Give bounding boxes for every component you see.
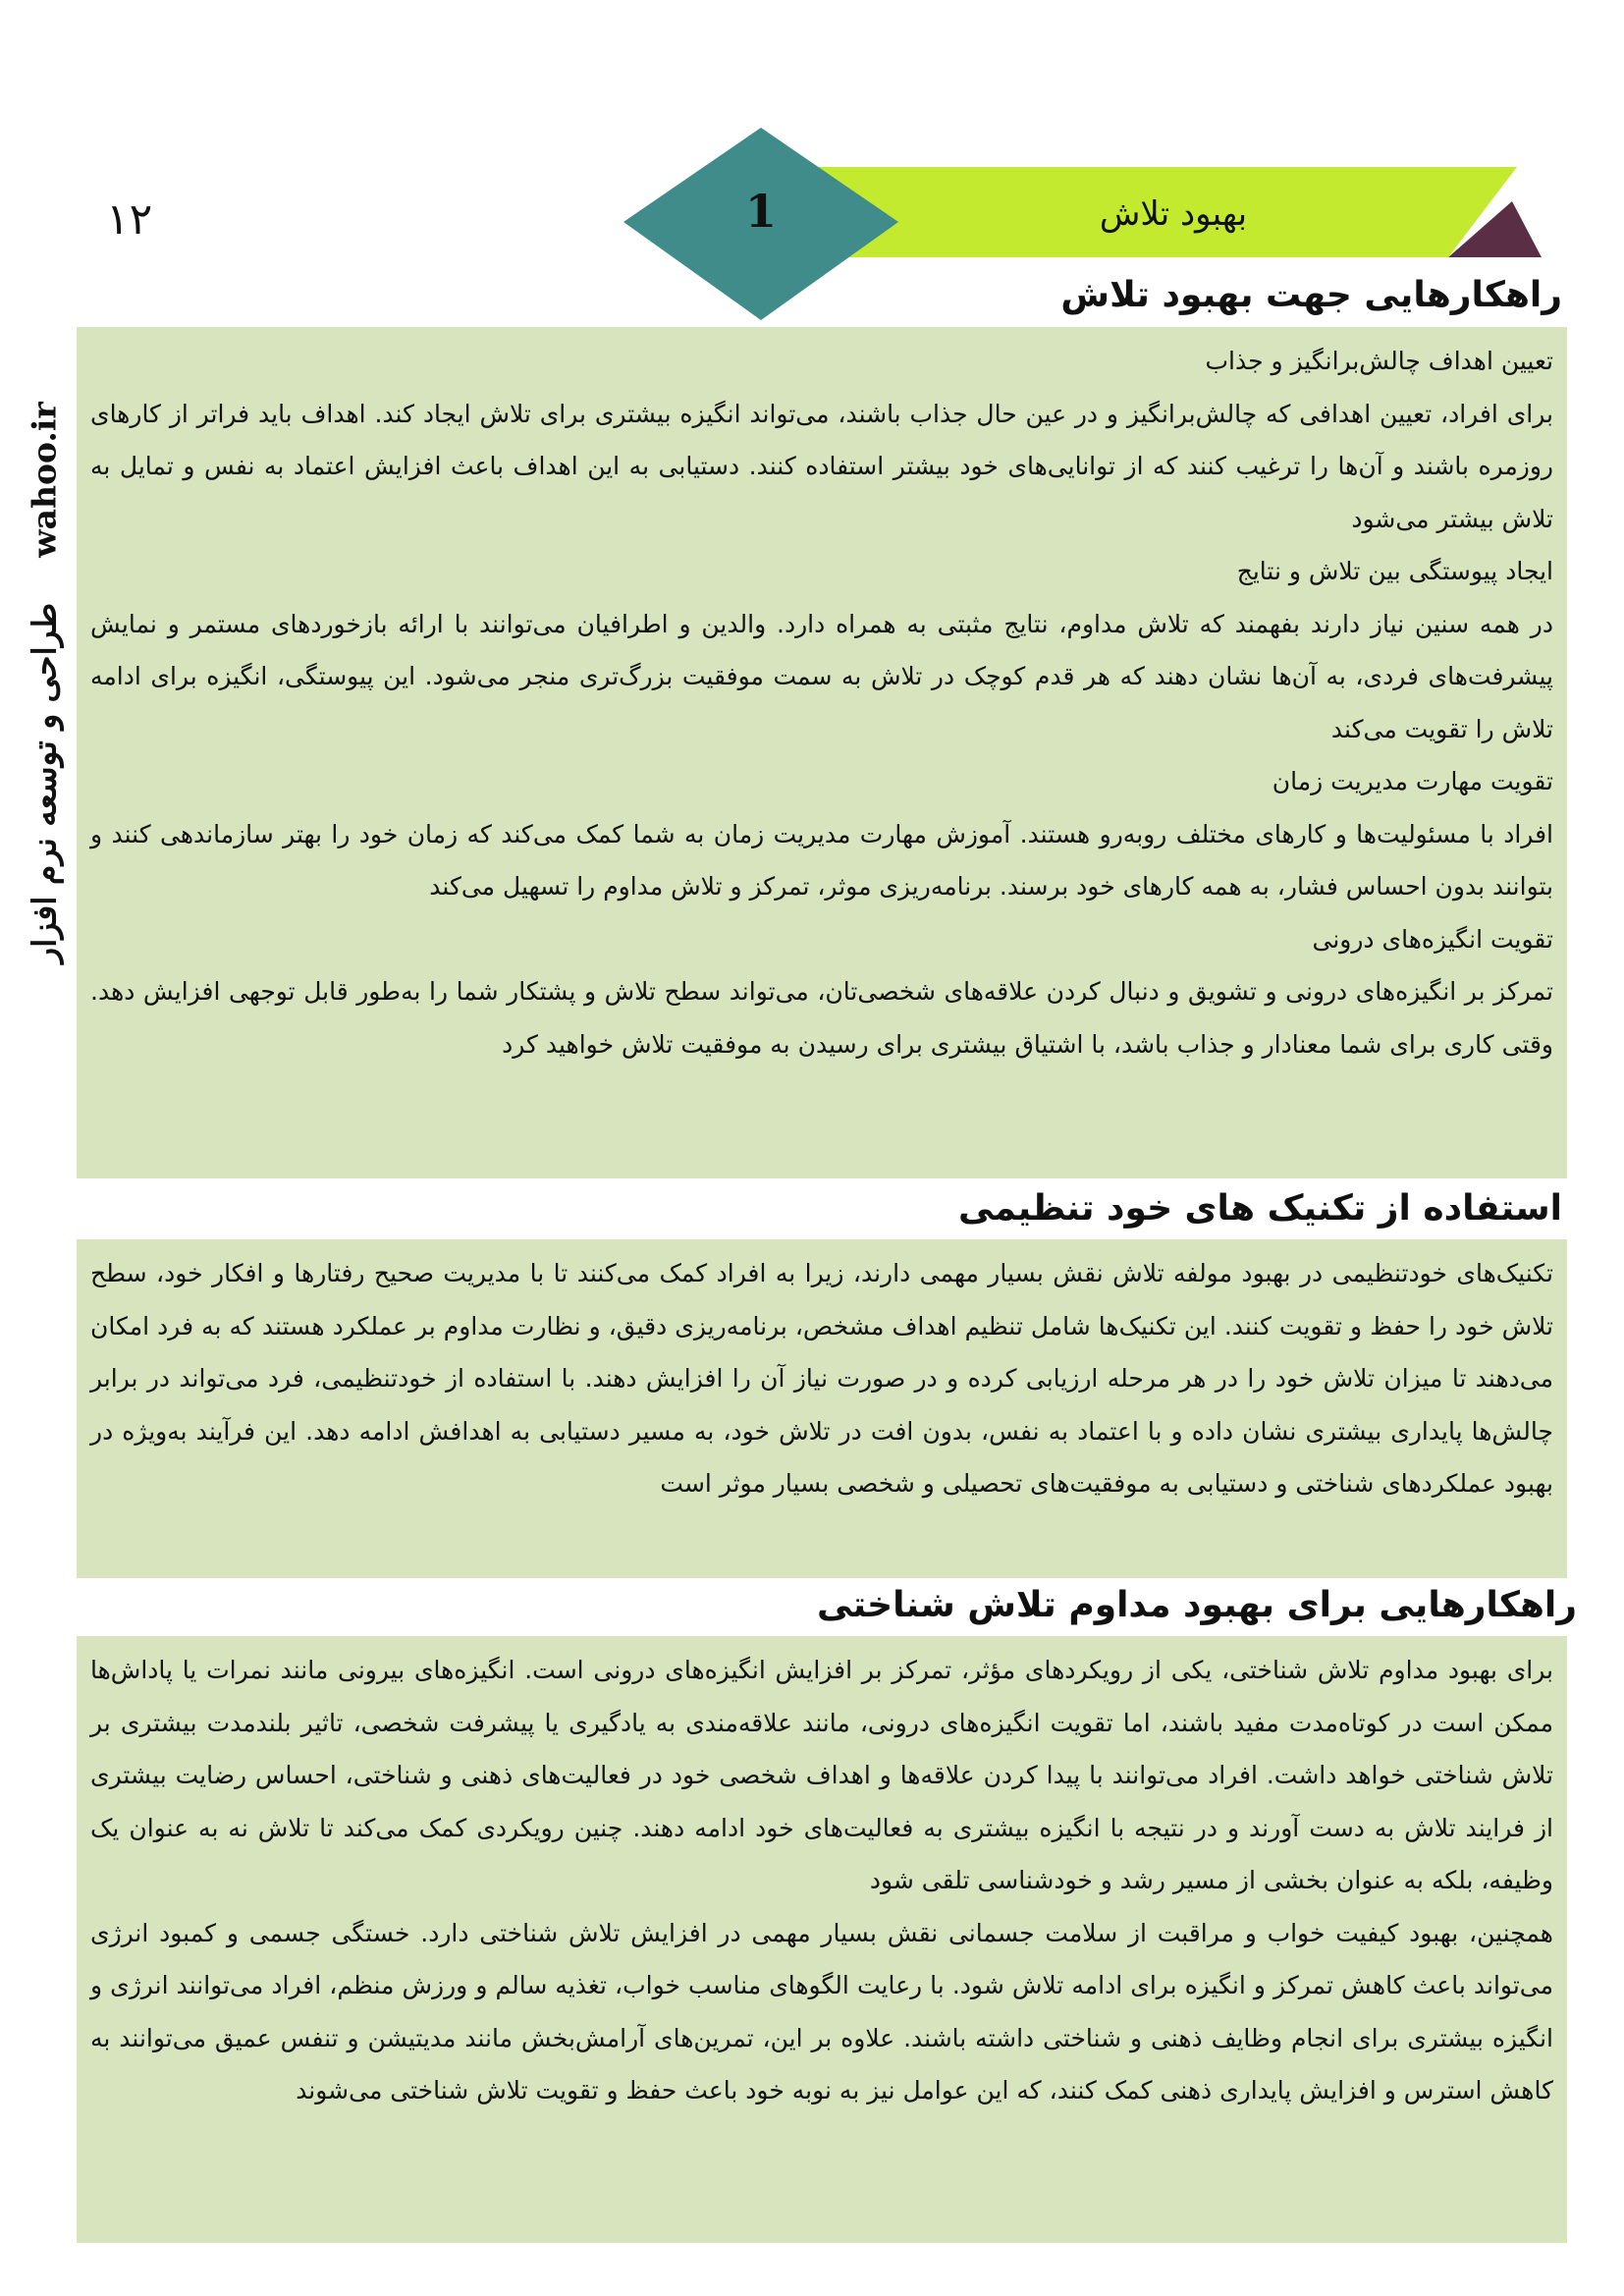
section-1-heading: راهکارهایی جهت بهبود تلاش [1060,275,1562,315]
section-1-subhead: ایجاد پیوستگی بین تلاش و نتایج [1236,557,1553,585]
section-2-heading: استفاده از تکنیک های خود تنظیمی [957,1188,1562,1229]
section-1-subhead: تقویت انگیزه‌های درونی [1312,924,1553,954]
section-2-paragraph: تکنیک‌های خودتنظیمی در بهبود مولفه تلاش نقش بسیار مهمی دارند، زیرا به افراد کمک می‌کنند تا با مدیریت صحیح رفتارها و افکار خود، سطح تلاش خود را حفظ و تقویت کنند. این تکنیک‌ها شامل تنظیم اهداف مشخص، برنامه‌ریزی دقیق، و نظارت مداوم بر عملکرد هستند که به فرد امکان می‌دهند تا میزان تلاش خود را در هر مرحله ارزیابی کرده و در صورت نیاز آن را افزایش دهند. با استفاده از خودتنظیمی، فرد می‌تواند در برابر چالش‌ها پایداری بیشتری نشان داده و با اعتماد به نفس، بدون افت در تلاش خود، به مسیر دستیابی به اهدافش ادامه دهد. این فرآیند به‌ویژه در بهبود عملکردهای شناختی و دستیابی به موفقیت‌های تحصیلی و شخصی بسیار موثر است [90,1259,1553,1498]
side-brand [10,402,79,963]
section-1-paragraph: در همه سنین نیاز دارند بفهمند که تلاش مداوم، نتایج مثبتی به همراه دارد. والدین و اطرافیان می‌توانند با ارائه بازخوردهای مستمر و نمایش پیشرفت‌های فردی، به آن‌ها نشان دهند که هر قدم کوچک در تلاش به سمت موفقیت بزرگ‌تری منجر می‌شود. این پیوستگی، انگیزه برای ادامه تلاش را تقویت می‌کند [90,609,1553,743]
page-number: ۱۲ [106,194,153,245]
section-1-paragraph: افراد با مسئولیت‌ها و کارهای مختلف روبه‌رو هستند. آموزش مهارت مدیریت زمان به شما کمک می‌کند که زمان خود را بهتر سازماندهی کنند و بتوانند بدون احساس فشار، به همه کارهای خود برسند. برنامه‌ریزی موثر، تمرکز و تلاش مداوم را تسهیل می‌کند [90,819,1553,901]
side-brand-site: wahoo.ir [25,402,64,558]
section-1-subhead: تقویت مهارت مدیریت زمان [1272,767,1553,795]
section-1-panel [77,327,1567,1178]
section-3-paragraph: همچنین، بهبود کیفیت خواب و مراقبت از سلامت جسمانی نقش بسیار مهمی در افزایش تلاش شناختی دارد. خستگی جسمی و کمبود انرژی می‌تواند باعث کاهش تمرکز و انگیزه برای ادامه تلاش شود. با رعایت الگوهای مناسب خواب، تغذیه سالم و ورزش منظم، افراد می‌توانند انرژی و انگیزه بیشتری برای انجام وظایف ذهنی و شناختی داشته باشند. علاوه بر این، تمرین‌های آرامش‌بخش مانند مدیتیشن و تنفس عمیق می‌توانند به کاهش استرس و افزایش پایداری ذهنی کمک کنند، که این عوامل نیز به نوبه خود باعث حفظ و تقویت تلاش شناختی می‌شوند [90,1918,1553,2105]
section-1-paragraph: تمرکز بر انگیزه‌های درونی و تشویق و دنبال کردن علاقه‌های شخصی‌تان، می‌تواند سطح تلاش و پشتکار شما را به‌طور قابل توجهی افزایش دهد. وقتی کاری برای شما معنادار و جذاب باشد، با اشتیاق بیشتری برای رسیدن به موفقیت تلاش خواهید کرد [90,977,1553,1059]
section-3-panel [77,1636,1567,2243]
chapter-number: 1 [744,185,777,238]
section-1-paragraph: برای افراد، تعیین اهدافی که چالش‌برانگیز و در عین حال جذاب باشند، می‌تواند انگیزه بیشتری برای تلاش ایجاد کند. اهداف باید فراتر از کارهای روزمره باشند و آن‌ها را ترغیب کنند که از توانایی‌های خود بیشتر استفاده کنند. دستیابی به این اهداف باعث افزایش اعتماد به نفس و تمایل به تلاش بیشتر می‌شود [90,399,1553,533]
chapter-title: بهبود تلاش [1099,194,1248,234]
section-3-paragraph: برای بهبود مداوم تلاش شناختی، یکی از رویکردهای مؤثر، تمرکز بر افزایش انگیزه‌های درونی است. انگیزه‌های بیرونی مانند نمرات یا پاداش‌ها ممکن است در کوتاه‌مدت مفید باشند، اما تقویت انگیزه‌های درونی، مانند علاقه‌مندی به یادگیری یا پیشرفت شخصی، تاثیر بلندمدت بیشتری بر تلاش شناختی خواهد داشت. افراد می‌توانند با پیدا کردن علاقه‌ها و اهداف شخصی خود در فعالیت‌های ذهنی و شناختی، احساس رضایت بیشتری از فرایند تلاش به دست آورند و در نتیجه با انگیزه بیشتری به فعالیت‌های خود ادامه دهند. چنین رویکردی کمک می‌کند تا تلاش نه به عنوان یک وظیفه، بلکه به عنوان بخشی از مسیر رشد و خودشناسی تلقی شود [90,1656,1553,1894]
section-3-heading: راهکارهایی برای بهبود مداوم تلاش شناختی [817,1585,1577,1625]
section-2-panel [77,1239,1567,1578]
side-brand-tagline: طراحی و توسعه نرم افزار [25,602,64,963]
section-1-subhead: تعیین اهداف چالش‌برانگیز و جذاب [1205,347,1553,375]
